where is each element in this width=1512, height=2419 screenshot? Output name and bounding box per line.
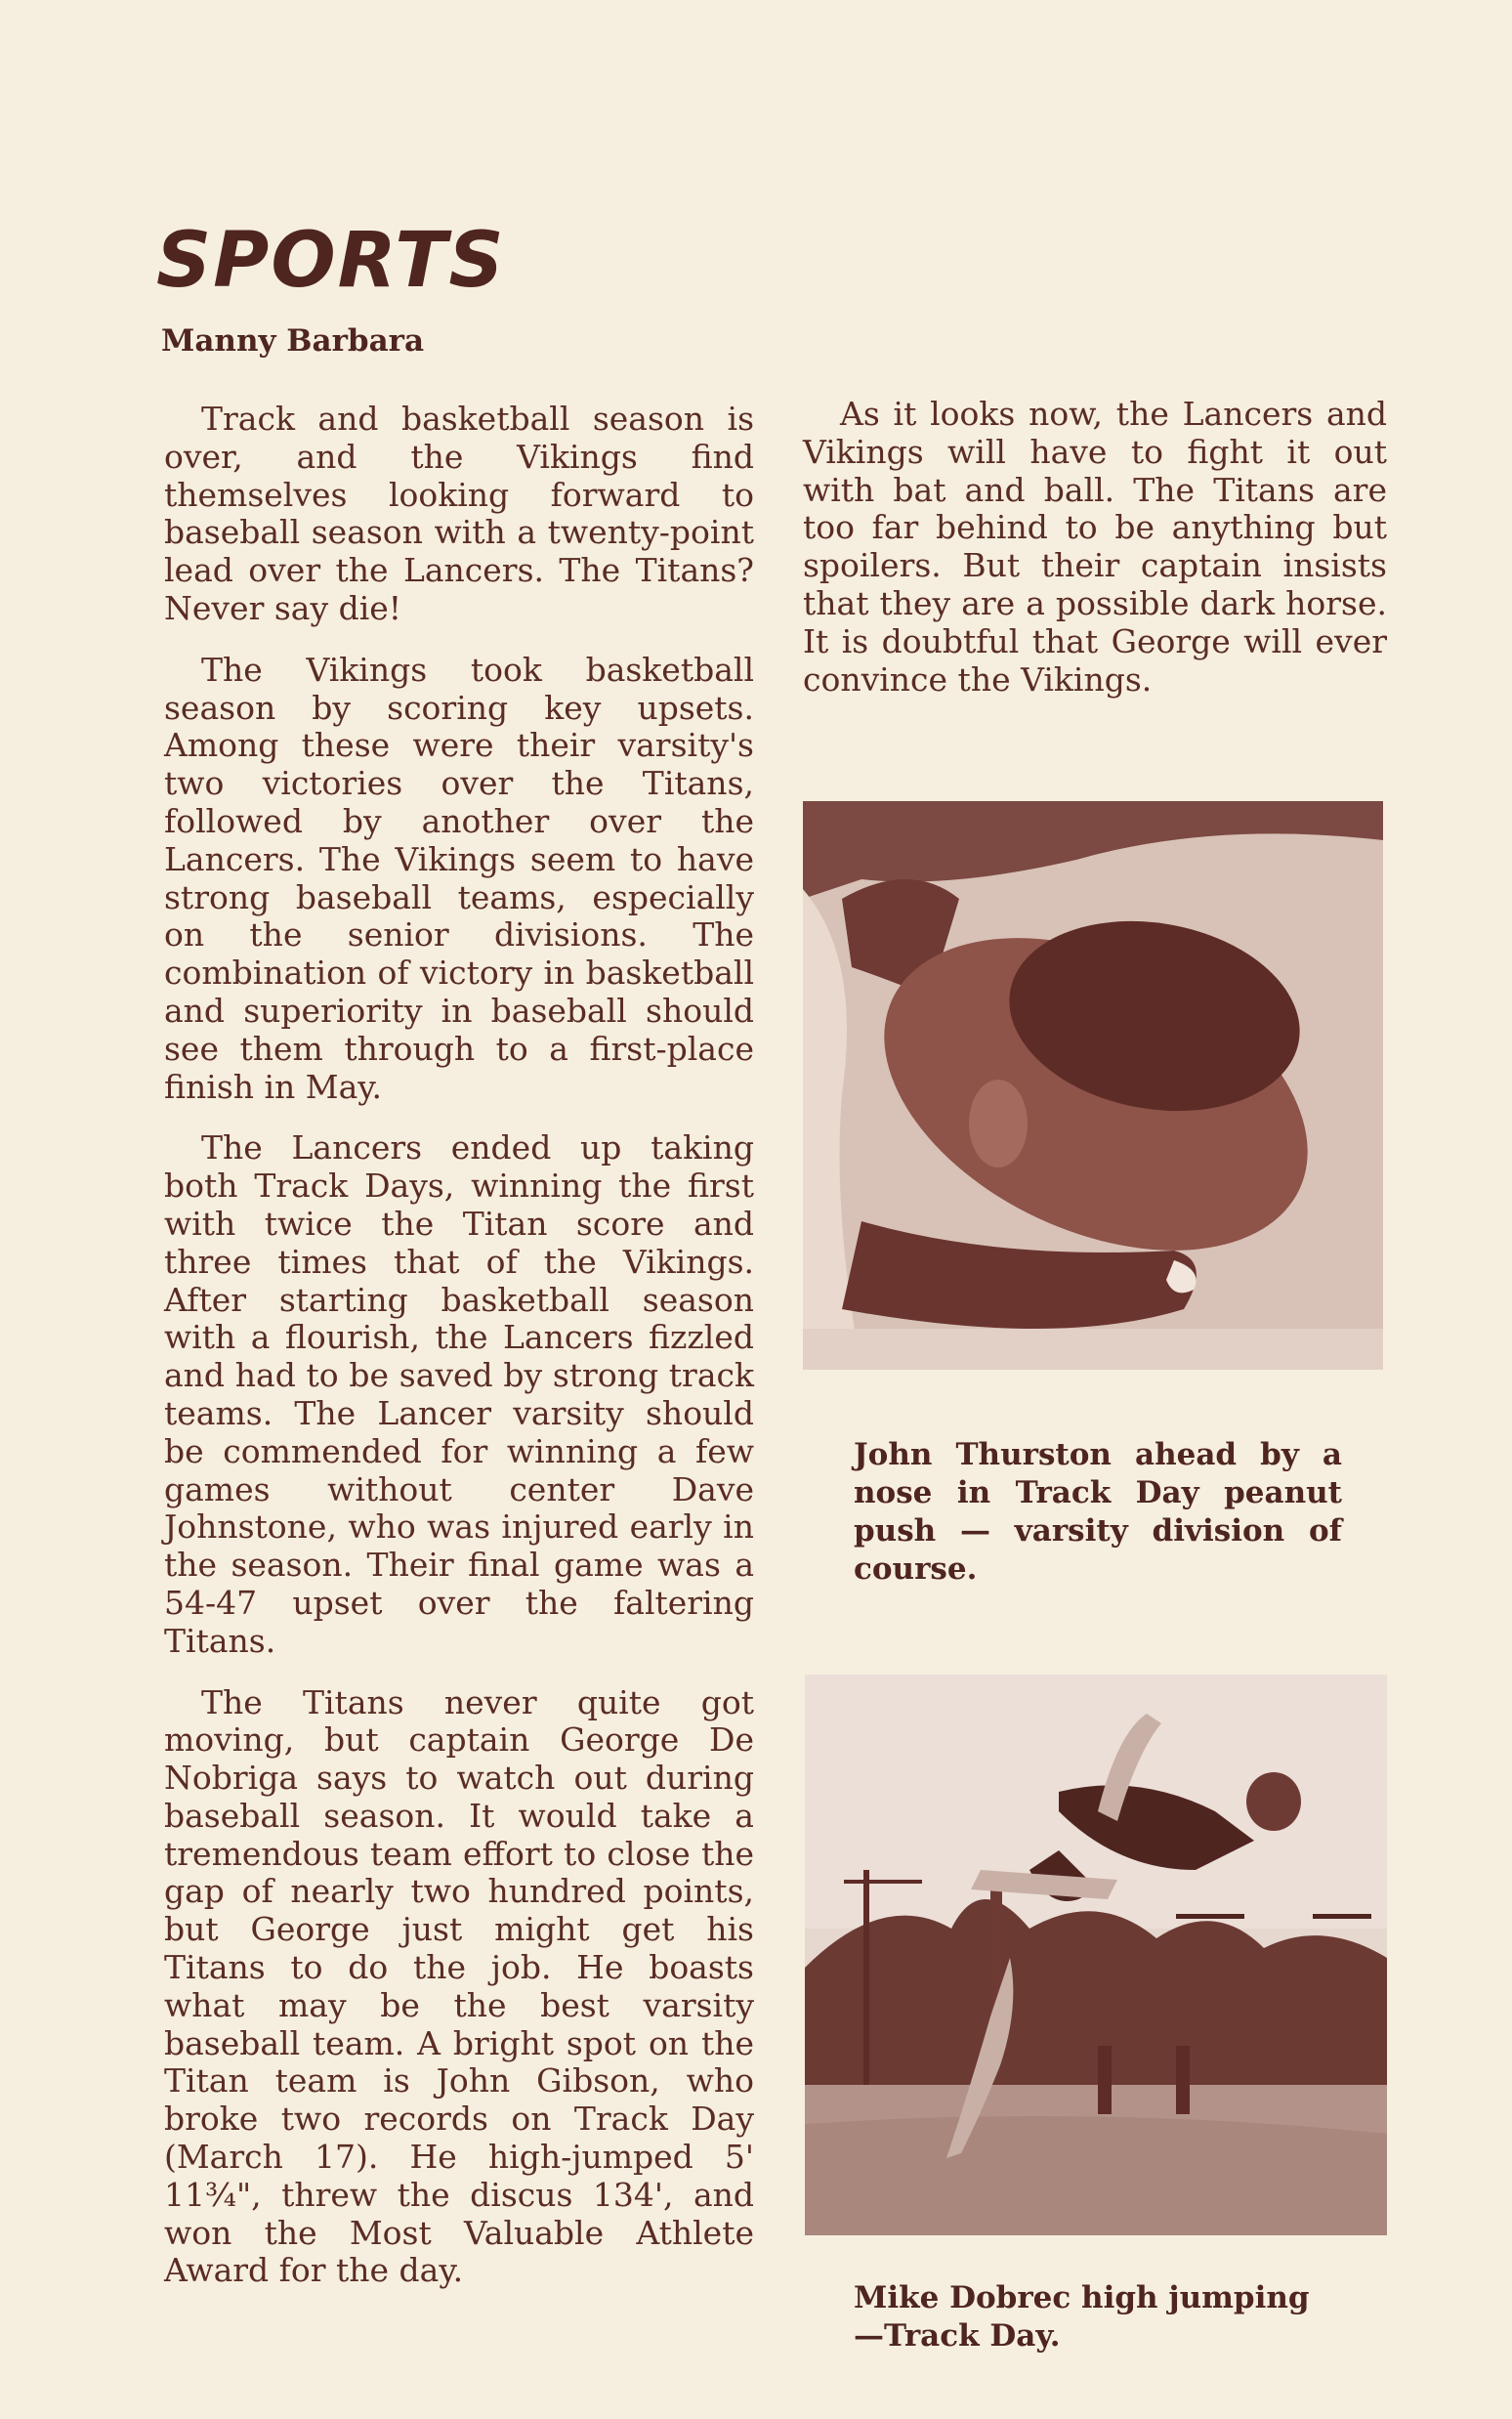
article-paragraph: Track and basketball season is over, and the Vikings find themselves looking forward to baseball season with a twenty-point lead over the Lancers. The Titans? Never say die! [164,400,754,627]
photo-caption: John Thurston ahead by a nose in Track Day peanut push — varsity division of course. [854,1437,1342,1587]
article-left-column [164,401,754,2313]
high-jump-photo-image [805,1675,1387,2235]
article-paragraph: The Titans never quite got moving, but captain George De Nobriga says to watch out during baseball season. It would take a tremendous team effort to close the gap of nearly two hundred points, but George just might get his Titans to do the job. He boasts what may be the best varsity baseball team. A bright spot on the Titan team is John Gibson, who broke two records on Track Day (March 17). He high-jumped 5' 11¾", threw the discus 134', and won the Most Valuable Athlete Award for the day. [164,1682,754,2290]
section-title: SPORTS [156,217,506,305]
article-paragraph: The Lancers ended up taking both Track Days, winning the first with twice the Titan score and three times that of the Vikings. After starting basketball season with a flourish, the Lancers fizzled and had to be saved by strong track teams. The Lancer varsity should be commended for winning a few games without center Dave Johnstone, who was injured early in the season. Their final game was a 54-47 upset over the faltering Titans. [164,1128,754,1660]
article-right-column [803,396,1387,722]
peanut-push-photo [803,801,1383,1370]
peanut-push-photo-image [803,801,1383,1370]
article-paragraph: As it looks now, the Lancers and Vikings will have to fight it out with bat and ball. The Titans are too far behind to be anything but spoilers. But their captain insists that they are a possible dark horse. It is doubtful that George will ever convince the Vikings. [803,395,1387,699]
photo-caption: Mike Dobrec high jumping —Track Day. [854,2280,1310,2354]
article-paragraph: The Vikings took basketball season by scoring key upsets. Among these were their varsity's two victories over the Titans, followed by another over the Lancers. The Vikings seem to have strong baseball teams, especially on the senior divisions. The combination of victory in basketball and superiority in baseball should see them through to a first-place finish in May. [164,650,754,1106]
author-byline: Manny Barbara [161,323,425,359]
high-jump-photo [805,1675,1387,2235]
